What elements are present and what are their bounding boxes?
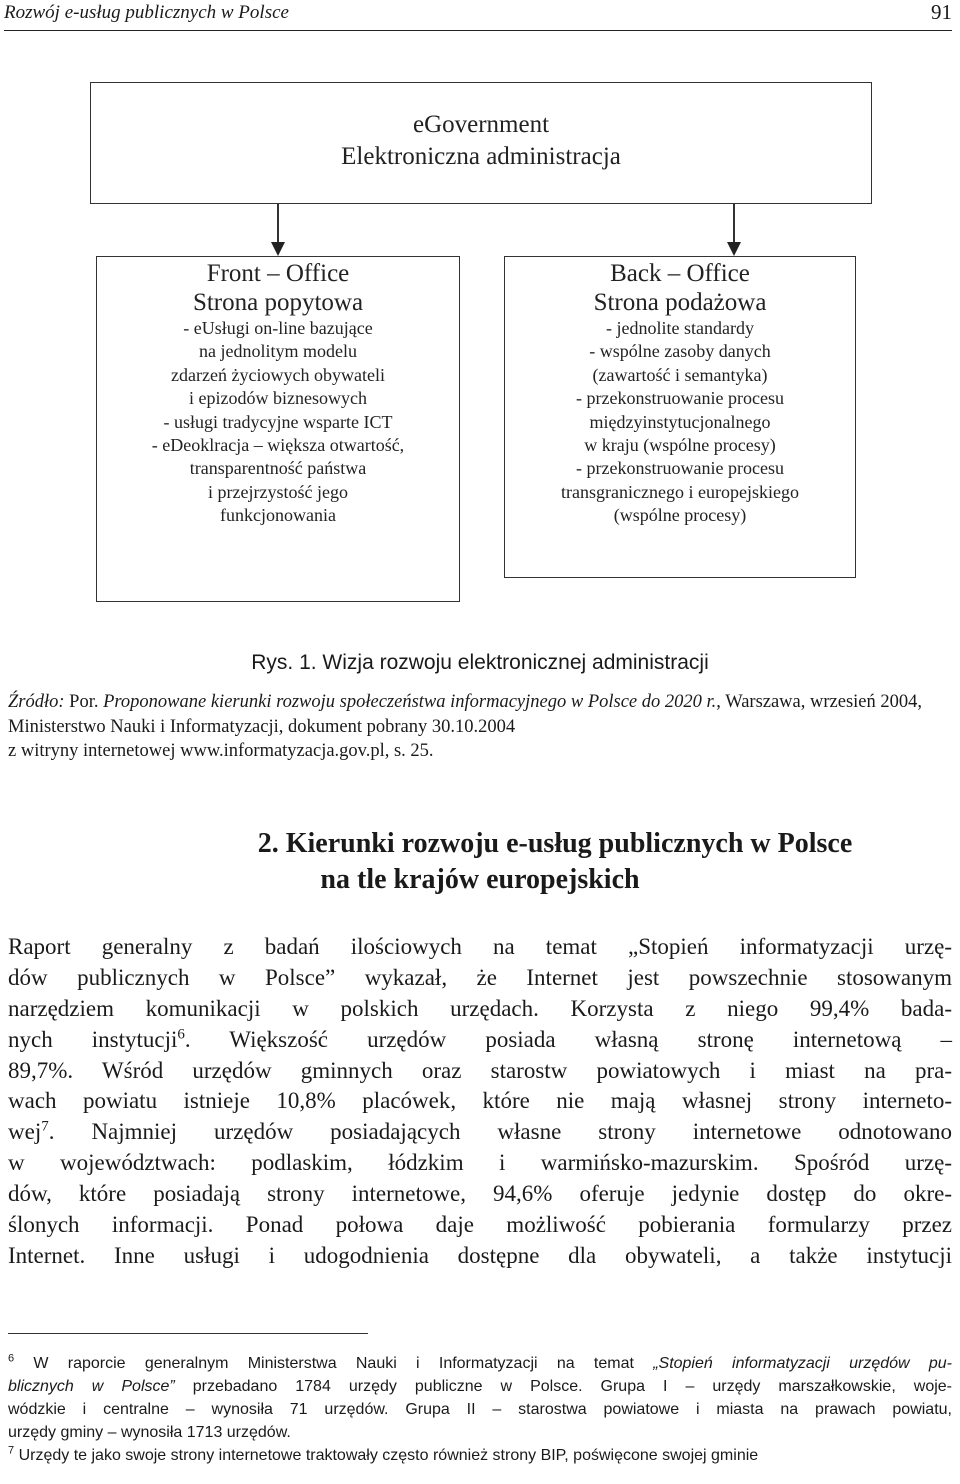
back-office-line: (wspólne procesy) [613, 505, 747, 526]
footnote-text: W raporcie generalnym Ministerstwa Nauki i Informatyzacji na temat [14, 1355, 654, 1372]
footnote-6-line [8, 1375, 952, 1398]
figure-diagram [0, 0, 960, 660]
front-office-line: - usługi tradycyjne wsparte ICT [163, 411, 393, 432]
page-number: 91 [931, 0, 952, 24]
back-office-line: - przekonstruowanie procesu [576, 458, 784, 479]
body-fragment: wej [8, 1119, 42, 1145]
section-heading [0, 826, 960, 898]
footnote-text: Urzędy te jako swoje strony internetowe traktowały często również strony BIP, poświęcone swojej gminie [14, 1447, 759, 1464]
source-por: Por. [69, 692, 99, 712]
body-fragment: . Większość urzędów posiada własną stronę internetową – [184, 1026, 952, 1052]
running-title: Rozwój e-usług publicznych w Polsce [4, 2, 289, 23]
paragraph-line: narzędziem komunikacji w polskich urzędach. Korzysta z niego 99,4% bada- [8, 995, 952, 1021]
footnote-text: przebadano 1784 urzędy publiczne w Polsce. Grupa I – urzędy marszałkowskie, woje- [174, 1378, 953, 1395]
source-url: z witryny internetowej www.informatyzacja.gov.pl, s. 25. [8, 741, 434, 761]
egovernment-title: eGovernment [412, 111, 550, 138]
back-office-title: Back – Office [610, 260, 750, 287]
paragraph-line: wach powiatu istnieje 10,8% placówek, które nie mają własnej strony interneto- [8, 1088, 952, 1114]
back-office-line: transgranicznego i europejskiego [561, 481, 799, 502]
source-label: Źródło: [8, 692, 65, 712]
paragraph-line: 89,7%. Wśród urzędów gminnych oraz starostw powiatowych i miast na pra- [8, 1057, 952, 1083]
footnote-separator [8, 1333, 368, 1334]
egovernment-box [90, 82, 872, 204]
front-office-line: i epizodów biznesowych [189, 388, 367, 409]
back-office-subtitle: Strona podażowa [593, 289, 767, 316]
footnote-ref-7: 7 [41, 1118, 49, 1135]
back-office-line: w kraju (wspólne procesy) [584, 435, 776, 456]
front-office-title: Front – Office [206, 260, 350, 287]
front-office-line: funkcjonowania [220, 505, 336, 526]
paragraph-line: ślonych informacji. Ponad połowa daje możliwość pobierania formularzy przez [8, 1212, 952, 1238]
footnote-ref-6: 6 [177, 1026, 185, 1043]
footnote-italic: blicznych w Polsce” [8, 1378, 175, 1395]
footnote-7-line [8, 1444, 952, 1467]
front-office-subtitle: Strona popytowa [192, 289, 364, 316]
figure-source [8, 690, 952, 764]
paragraph-line: Internet. Inne usługi i udogodnienia dostępne dla obywateli, a także instytucji [8, 1242, 952, 1268]
section-title-line1: 2. Kierunki rozwoju e-usług publicznych w Polsce [257, 828, 853, 859]
connector-right-line [733, 204, 735, 244]
front-office-line: zdarzeń życiowych obywateli [171, 364, 385, 385]
back-office-line: (zawartość i semantyka) [592, 364, 768, 385]
paragraph-line: dów publicznych w Polsce” wykazał, że Internet jest powszechnie stosowanym [8, 964, 952, 990]
body-fragment: . Najmniej urzędów posiadających własne strony internetowe odnotowano [48, 1119, 952, 1145]
arrow-down-right-icon [727, 242, 741, 256]
footnotes [8, 1352, 952, 1467]
back-office-line: - przekonstruowanie procesu [576, 388, 784, 409]
front-office-line: - eUsługi on-line bazujące [183, 318, 373, 338]
body-text [8, 932, 952, 1272]
source-details: , Warszawa, wrzesień 2004, Ministerstwo Nauki i Informatyzacji, dokument pobrany 30.10.2004 [8, 692, 923, 737]
footnote-marker-7: 7 [8, 1444, 15, 1457]
paragraph-line: w województwach: podlaskim, łódzkim i warmińsko-mazurskim. Spośród urzę- [8, 1150, 952, 1176]
paragraph-line [8, 1117, 952, 1148]
front-office-line: na jednolitym modelu [199, 341, 357, 362]
paragraph-line: dów, które posiadają strony internetowe, 94,6% oferuje jedynie dostęp do okre- [8, 1181, 952, 1207]
front-office-line: i przejrzystość jego [208, 481, 348, 502]
back-office-line: - jednolite standardy [606, 318, 754, 338]
footnote-6-line: wódzkie i centralne – wynosiła 71 urzędów. Grupa II – starostwa powiatowe i miasta na prawach powiatu, [8, 1401, 952, 1418]
section-title-line2: na tle krajów europejskich [320, 864, 640, 895]
body-fragment: nych instytucji [8, 1026, 178, 1052]
footnote-6-line [8, 1352, 952, 1375]
back-office-line: - wspólne zasoby danych [589, 341, 771, 362]
front-office-box [96, 256, 460, 602]
back-office-line: międzyinstytucjonalnego [589, 411, 771, 432]
back-office-box [504, 256, 856, 578]
front-office-line: transparentność państwa [189, 458, 367, 479]
footnote-italic: „Stopień informatyzacji urzędów pu- [653, 1355, 952, 1372]
egovernment-subtitle: Elektroniczna administracja [341, 143, 621, 170]
arrow-down-left-icon [271, 242, 285, 256]
footnote-6-line: urzędy gminy – wynosiła 1713 urzędów. [8, 1424, 291, 1441]
footnote-marker-6: 6 [8, 1352, 15, 1365]
paragraph-line: Raport generalny z badań ilościowych na temat „Stopień informatyzacji urzę- [8, 934, 952, 959]
front-office-line: - eDeoklracja – większa otwartość, [151, 435, 405, 456]
connector-left-line [277, 204, 279, 244]
source-title: Proponowane kierunki rozwoju społeczeństwa informacyjnego w Polsce do 2020 r. [103, 692, 717, 712]
paragraph-line [8, 1025, 952, 1056]
figure-caption: Rys. 1. Wizja rozwoju elektronicznej administracji [251, 651, 709, 674]
